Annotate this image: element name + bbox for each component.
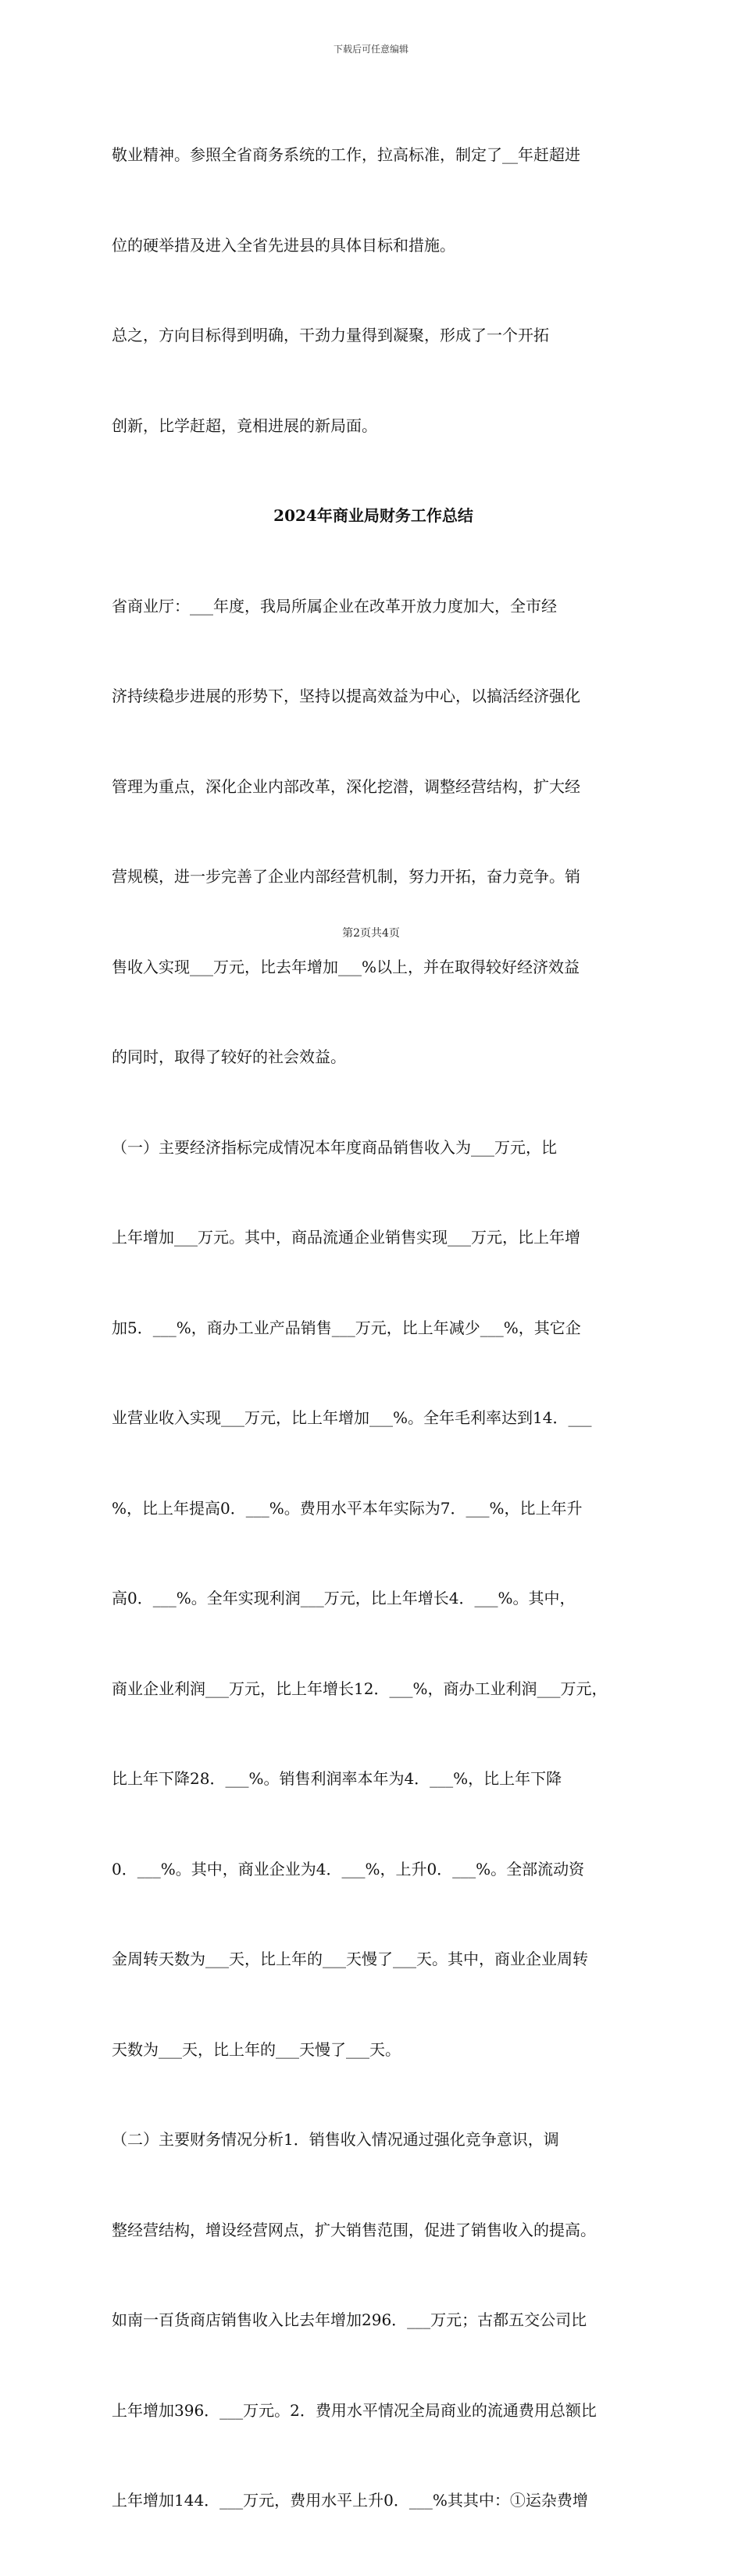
report-body <box>112 531 635 2576</box>
document-body <box>112 80 635 2576</box>
text-line: 创新，比学赶超，竟相进展的新局面。 <box>112 416 377 435</box>
text-line: 如南一百货商店销售收入比去年增加296．___万元；古都五交公司比 <box>112 2310 587 2329</box>
text-line: 济持续稳步进展的形势下，坚持以提高效益为中心，以搞活经济强化 <box>112 687 580 705</box>
text-line: %，比上年提高0．___%。费用水平本年实际为7．___%，比上年升 <box>112 1498 583 1518</box>
text-line: 加5．___%，商办工业产品销售___万元，比上年减少___%，其它企 <box>112 1318 581 1337</box>
text-line: 上年增加___万元。其中，商品流通企业销售实现___万元，比上年增 <box>112 1228 580 1247</box>
text-line: 0．___%。其中，商业企业为4．___%，上升0．___%。全部流动资 <box>112 1859 585 1878</box>
text-line: 敬业精神。参照全省商务系统的工作，拉高标准，制定了__年赶超进 <box>112 145 580 164</box>
text-line: 业营业收入实现___万元，比上年增加___%。全年毛利率达到14．___ <box>112 1408 592 1427</box>
text-line: 上年增加144．___万元，费用水平上升0．___%其其中：①运杂费增 <box>112 2491 588 2510</box>
text-line: （一）主要经济指标完成情况本年度商品销售收入为___万元，比 <box>112 1137 557 1157</box>
intro-paragraph <box>112 80 635 501</box>
document-title: 2024年商业局财务工作总结 <box>273 506 473 525</box>
text-line: 位的硬举措及进入全省先进县的具体目标和措施。 <box>112 235 455 255</box>
text-line: 商业企业利润___万元，比上年增长12．___%，商办工业利润___万元， <box>112 1679 608 1698</box>
page-footer: 第2页共4页 <box>342 927 400 940</box>
text-line: 天数为___天，比上年的___天慢了___天。 <box>112 2039 401 2059</box>
text-line: 营规模，进一步完善了企业内部经营机制，努力开拓，奋力竞争。销 <box>112 867 580 886</box>
text-line: 上年增加396．___万元。2．费用水平情况全局商业的流通费用总额比 <box>112 2400 597 2420</box>
text-line: 整经营结构，增设经营网点，扩大销售范围，促进了销售收入的提高。 <box>112 2220 596 2239</box>
header-note: 下载后可任意编辑 <box>333 44 408 55</box>
text-line: 管理为重点，深化企业内部改革，深化挖潜，调整经营结构，扩大经 <box>112 776 580 796</box>
text-line: 比上年下降28．___%。销售利润率本年为4．___%，比上年下降 <box>112 1769 562 1788</box>
text-line: 金周转天数为___天，比上年的___天慢了___天。其中，商业企业周转 <box>112 1950 588 1968</box>
text-line: 总之，方向目标得到明确，干劲力量得到凝聚，形成了一个开拓 <box>112 326 549 344</box>
text-line: 高0．___%。全年实现利润___万元，比上年增长4．___%。其中， <box>112 1589 576 1607</box>
text-line: 的同时，取得了较好的社会效益。 <box>112 1047 346 1066</box>
text-line: 省商业厅：___年度，我局所属企业在改革开放力度加大，全市经 <box>112 596 557 615</box>
text-line: 售收入实现___万元，比去年增加___%以上，并在取得较好经济效益 <box>112 957 580 976</box>
text-line: （二）主要财务情况分析1．销售收入情况通过强化竞争意识，调 <box>112 2130 559 2149</box>
